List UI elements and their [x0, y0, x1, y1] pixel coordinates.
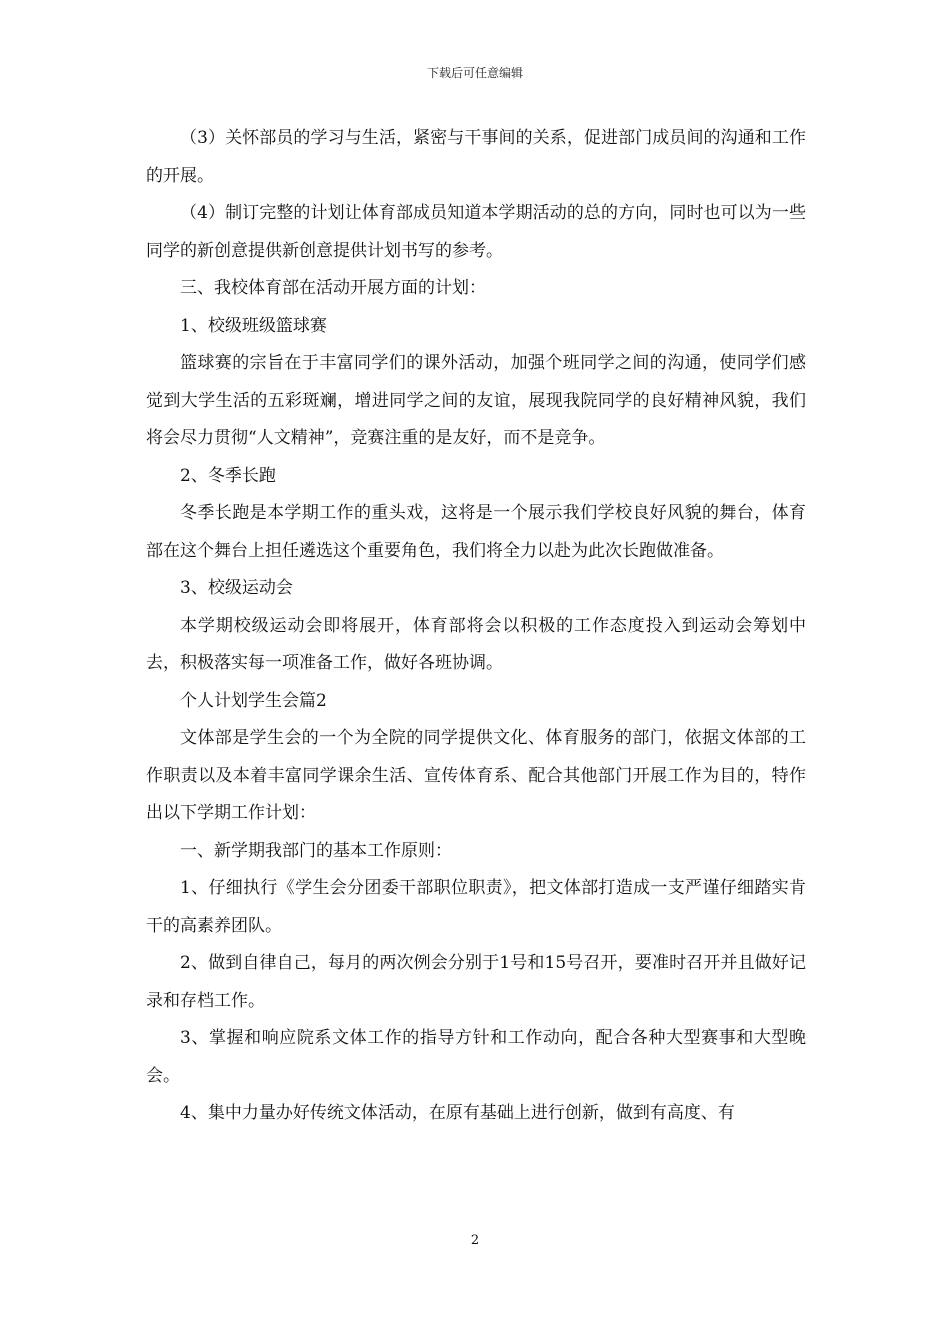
document-body	[146, 120, 806, 1133]
principle-2: 2、做到自律自己，每月的两次例会分别于1号和15号召开，要准时召开并且做好记录和存档工作。	[146, 953, 806, 1011]
principle-3: 3、掌握和响应院系文体工作的指导方针和工作动向，配合各种大型赛事和大型晚会。	[146, 1028, 806, 1086]
item-heading-sports-meet: 3、校级运动会	[180, 578, 293, 598]
paragraph-culture-sports-intro: 文体部是学生会的一个为全院的同学提供文化、体育服务的部门，依据文体部的工作职责以及本着丰富同学课余生活、宣传体育系、配合其他部门开展工作为目的，特作出以下学期工作计划：	[146, 728, 806, 823]
article-heading-part-2: 个人计划学生会篇2	[180, 690, 327, 711]
paragraph-basketball: 篮球赛的宗旨在于丰富同学们的课外活动，加强个班同学之间的沟通，使同学们感觉到大学生活的五彩斑斓，增进同学之间的友谊，展现我院同学的良好精神风貌，我们将会尽力贯彻“人文精神”，竞赛注重的是友好，而不是竞争。	[146, 353, 806, 448]
page-header: 下载后可任意编辑	[426, 66, 523, 80]
item-heading-winter-run: 2、冬季长跑	[180, 465, 276, 486]
section-heading-principles: 一、新学期我部门的基本工作原则：	[180, 840, 452, 861]
page-number: 2	[470, 1233, 480, 1248]
item-heading-basketball: 1、校级班级篮球赛	[180, 315, 327, 336]
principle-4: 4、集中力量办好传统文体活动，在原有基础上进行创新，做到有高度、有	[180, 1103, 735, 1123]
paragraph-sports-meet: 本学期校级运动会即将展开，体育部将会以积极的工作态度投入到运动会筹划中去，积极落实每一项准备工作，做好各班协调。	[146, 615, 806, 673]
paragraph-winter-run: 冬季长跑是本学期工作的重头戏，这将是一个展示我们学校良好风貌的舞台，体育部在这个舞台上担任遴选这个重要角色，我们将全力以赴为此次长跑做准备。	[146, 503, 806, 561]
paragraph-3-care-members: （3）关怀部员的学习与生活，紧密与干事间的关系，促进部门成员间的沟通和工作的开展。	[146, 128, 806, 186]
paragraph-4-plan: （4）制订完整的计划让体育部成员知道本学期活动的总的方向，同时也可以为一些同学的新创意提供新创意提供计划书写的参考。	[146, 203, 806, 261]
principle-1: 1、仔细执行《学生会分团委干部职位职责》，把文体部打造成一支严谨仔细踏实肯干的高素养团队。	[146, 878, 806, 936]
section-heading-activities: 三、我校体育部在活动开展方面的计划：	[180, 278, 486, 298]
